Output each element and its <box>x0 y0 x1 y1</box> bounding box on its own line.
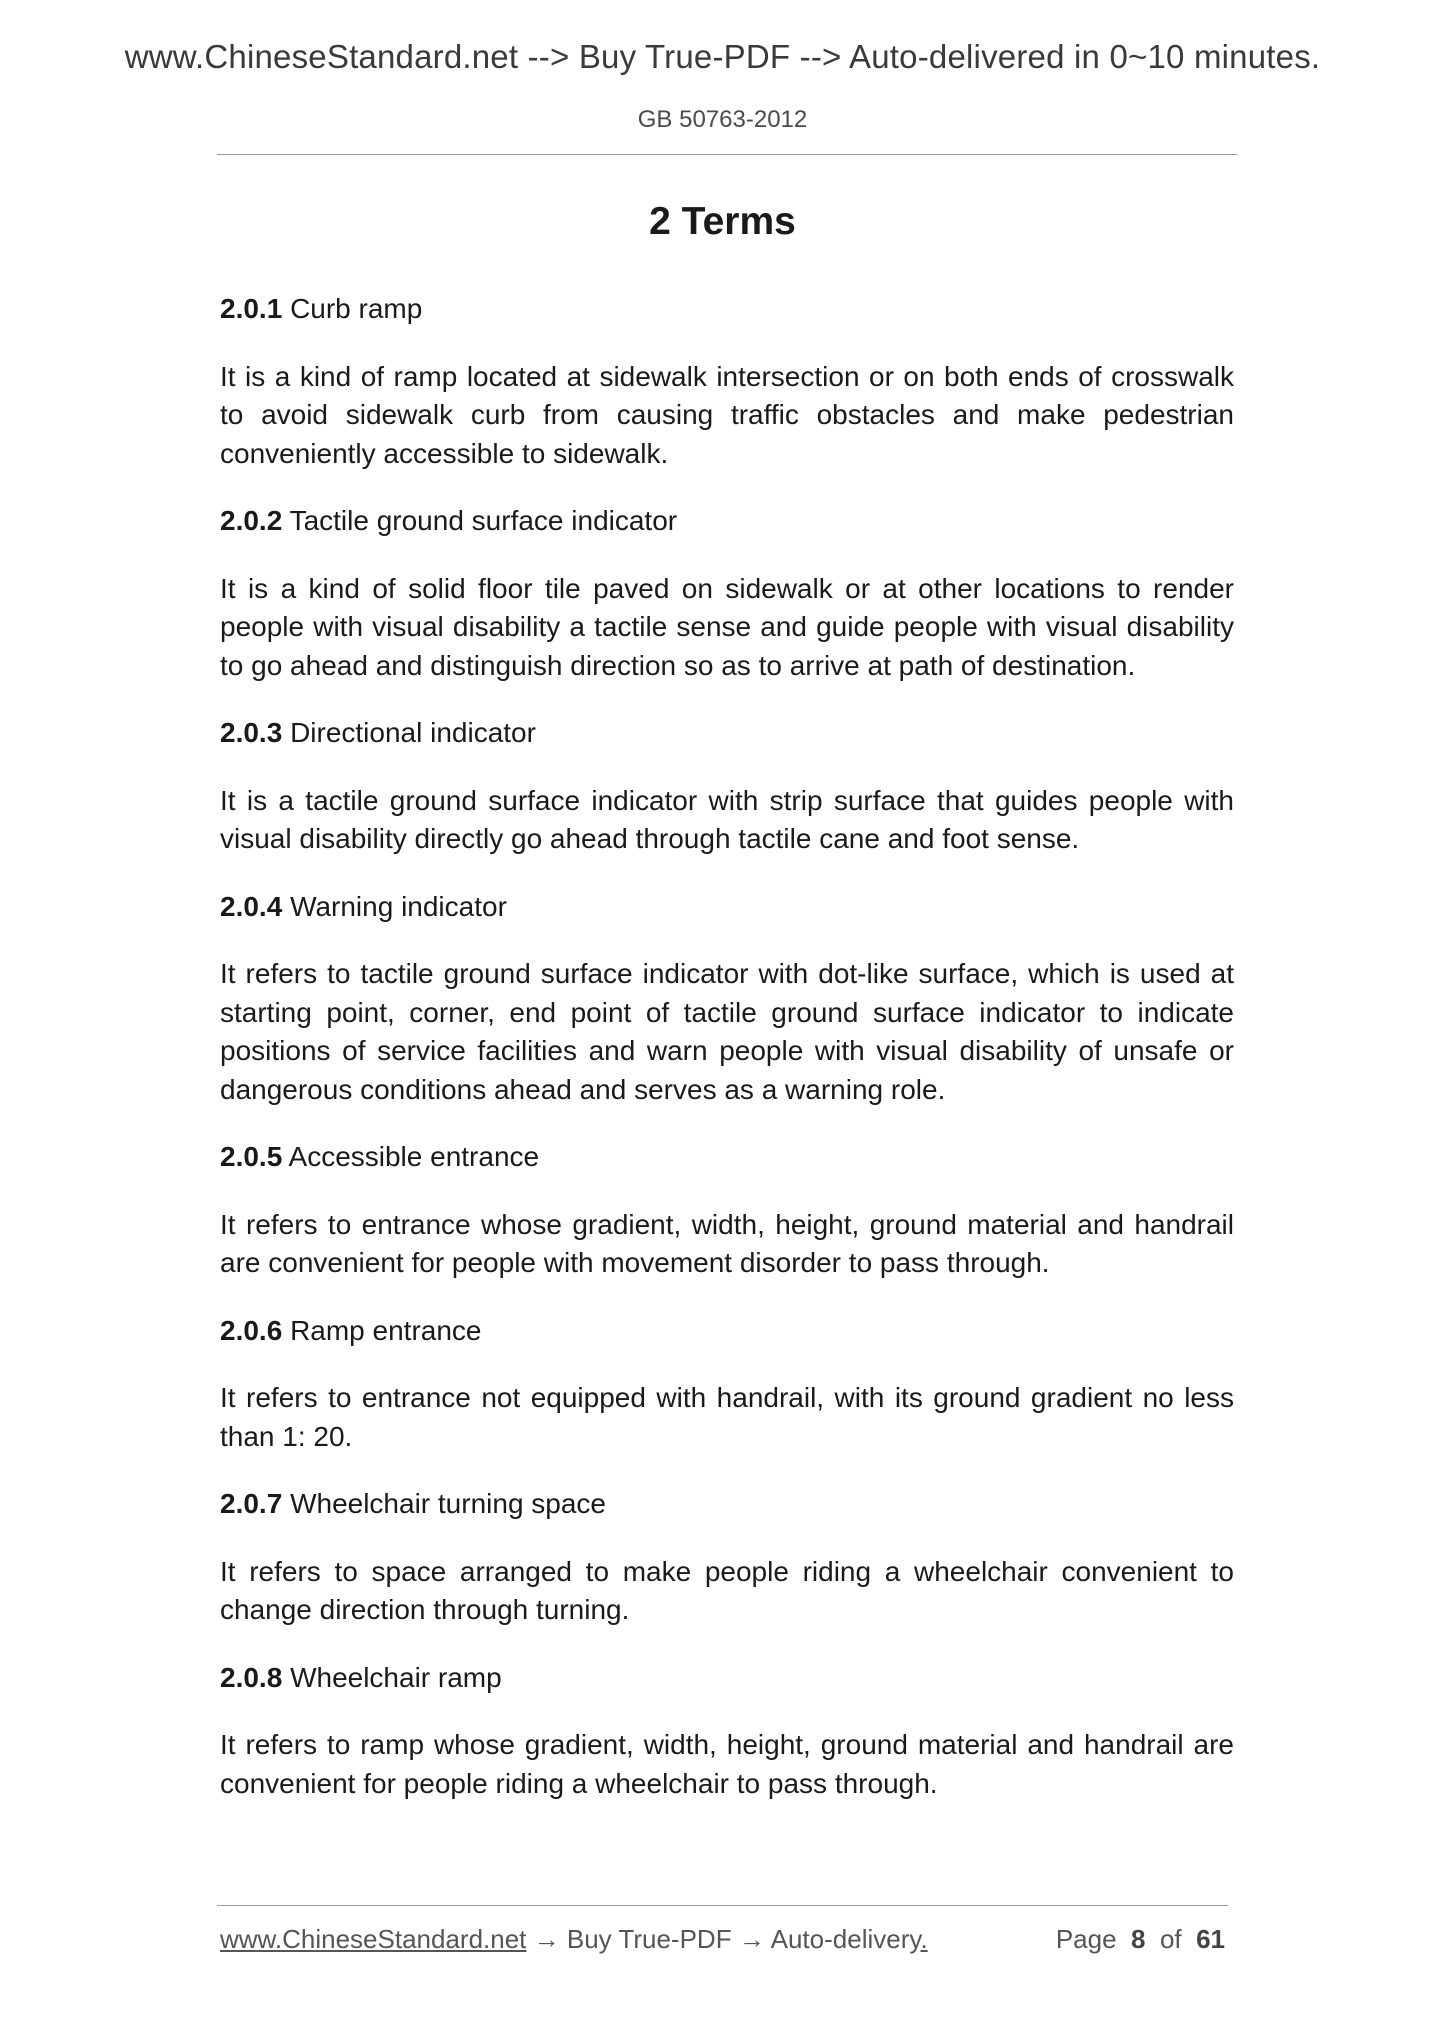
term-name: Warning indicator <box>290 890 507 922</box>
buy-text: Buy True-PDF <box>566 1924 732 1954</box>
term-definition: It refers to entrance whose gradient, width, height, ground material and handrail are convenient for people with movement disorder to pass through. <box>220 1208 1234 1278</box>
term-heading <box>220 1138 1234 1177</box>
term-name: Accessible entrance <box>288 1141 540 1172</box>
term-number: 2.0.8 <box>220 1661 283 1693</box>
term-definition: It is a kind of solid floor tile paved on sidewalk or at other locations to render people with visual disability a tactile sense and guide people with visual disability to go ahead and distinguish direction so as to arrive at path of destination. <box>220 572 1234 681</box>
term-number: 2.0.6 <box>220 1314 283 1346</box>
term-number: 2.0.2 <box>220 505 283 536</box>
term-number: 2.0.1 <box>220 293 283 324</box>
term-heading <box>220 1659 1234 1698</box>
document-code: GB 50763-2012 <box>637 106 808 133</box>
chapter-title: 2 Terms <box>649 200 796 243</box>
page-of: of <box>1159 1924 1182 1954</box>
term-heading <box>220 888 1234 927</box>
term-heading <box>220 502 1234 541</box>
term-heading <box>220 1485 1234 1524</box>
term-heading <box>220 714 1234 753</box>
term-name: Wheelchair ramp <box>290 1661 502 1693</box>
term-definition: It refers to tactile ground surface indicator with dot-like surface, which is used at starting point, corner, end point of tactile ground surface indicator to indicate positions of service facilities and warn people with visual disability of unsafe or dangerous conditions ahead and serves as a warning role. <box>220 958 1234 1105</box>
page-total: 61 <box>1196 1924 1225 1954</box>
term-name: Curb ramp <box>290 293 423 324</box>
site-link[interactable]: www.ChineseStandard.net <box>220 1924 527 1954</box>
footer-period: . <box>920 1924 928 1954</box>
term-definition: It refers to space arranged to make people riding a wheelchair convenient to change direction through turning. <box>220 1555 1234 1625</box>
arrow-icon: → <box>533 1924 560 1954</box>
header-divider <box>217 154 1237 155</box>
term-number: 2.0.4 <box>220 890 283 922</box>
term-name: Tactile ground surface indicator <box>289 505 678 536</box>
term-definition: It refers to ramp whose gradient, width, height, ground material and handrail are convenient for people riding a wheelchair to pass through. <box>220 1729 1234 1799</box>
term-name: Wheelchair turning space <box>290 1488 607 1519</box>
term-definition: It refers to entrance not equipped with handrail, with its ground gradient no less than 1: 20. <box>220 1382 1234 1452</box>
term-definition: It is a kind of ramp located at sidewalk intersection or on both ends of crosswalk to avoid sidewalk curb from causing traffic obstacles and make pedestrian conveniently accessible to sidewalk. <box>220 360 1234 469</box>
footer-promo <box>220 1924 928 1955</box>
arrow-icon: → <box>738 1924 765 1954</box>
term-heading <box>220 1312 1234 1351</box>
term-definition: It is a tactile ground surface indicator with strip surface that guides people with visual disability directly go ahead through tactile cane and foot sense. <box>220 784 1234 854</box>
term-name: Directional indicator <box>290 717 536 748</box>
site-banner: www.ChineseStandard.net --> Buy True-PDF --> Auto-delivered in 0~10 minutes. <box>124 38 1321 75</box>
footer-divider <box>217 1905 1228 1906</box>
page-current: 8 <box>1131 1924 1146 1954</box>
term-heading <box>220 290 1234 329</box>
term-number: 2.0.3 <box>220 717 283 748</box>
term-number: 2.0.7 <box>220 1488 283 1519</box>
page-indicator <box>1056 1924 1225 1955</box>
terms-section <box>220 290 1234 1832</box>
term-number: 2.0.5 <box>220 1141 283 1172</box>
page-label: Page <box>1055 1924 1117 1954</box>
term-name: Ramp entrance <box>290 1314 482 1346</box>
delivery-text: Auto-delivery <box>770 1924 921 1954</box>
